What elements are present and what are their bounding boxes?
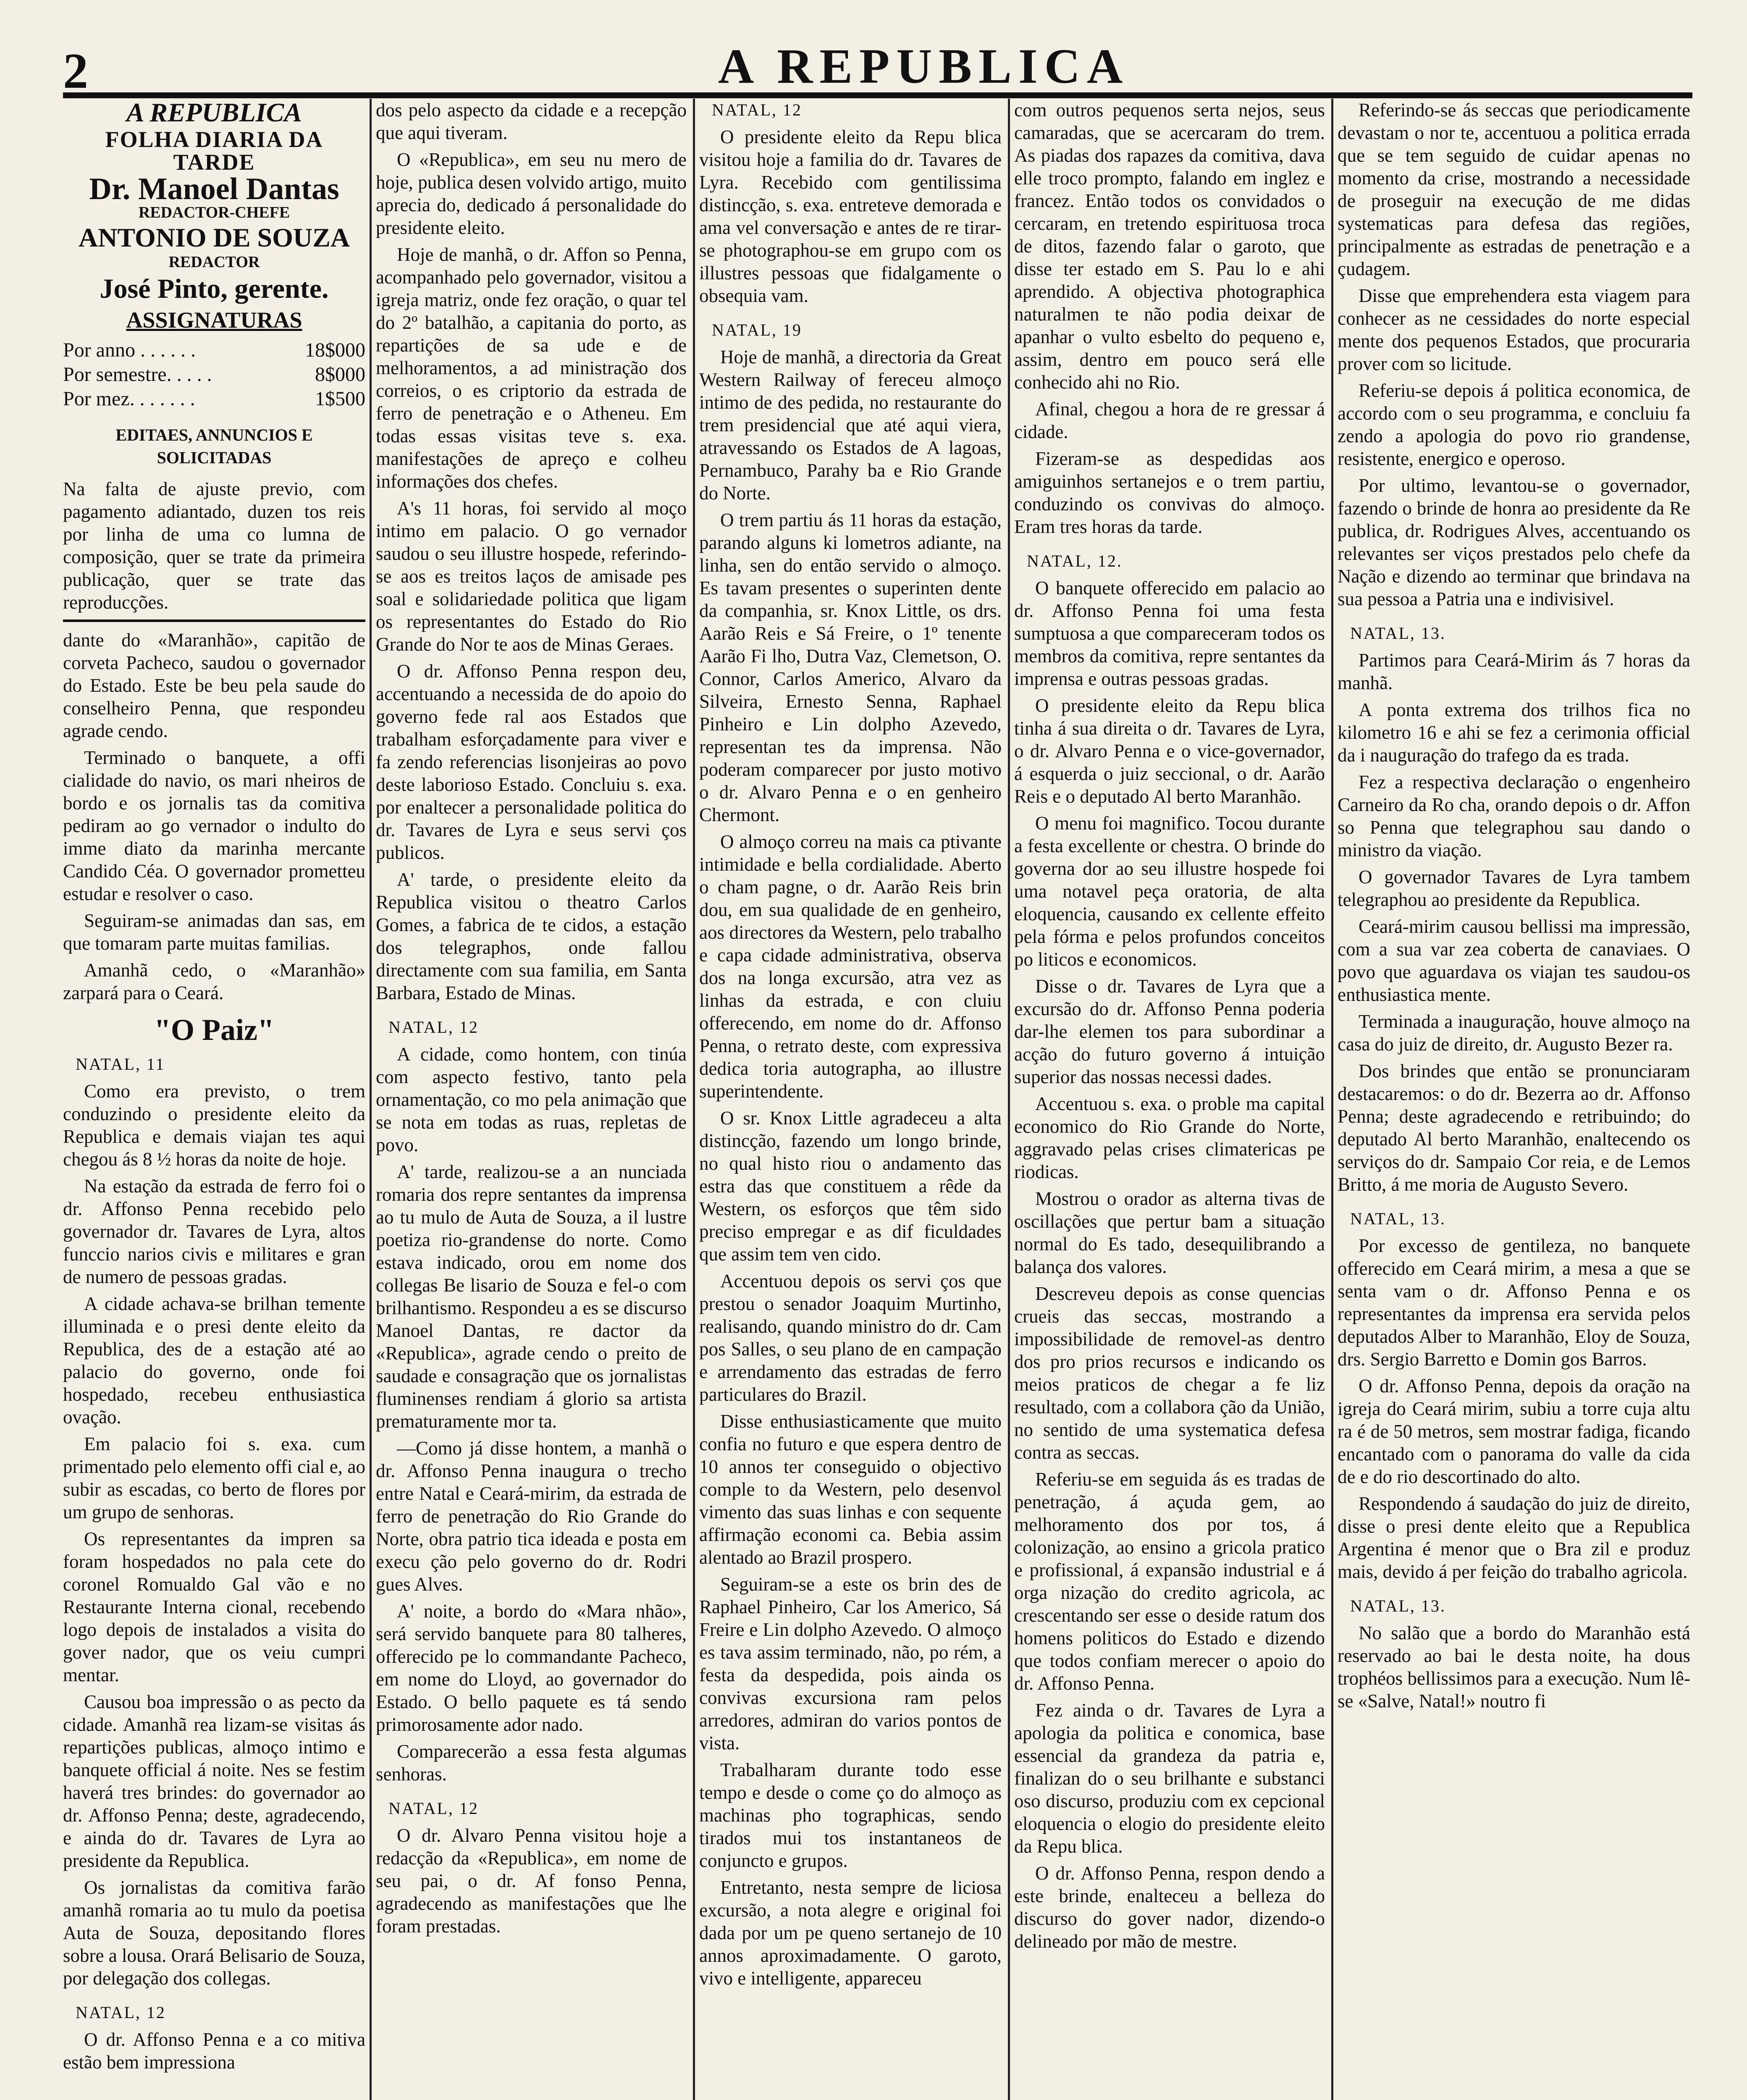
- page-number: 2: [63, 43, 88, 99]
- paragraph: O almoço correu na mais ca ptivante intimidade e bella cordialidade. Aberto o cham pagne, o dr. Aarão Reis brin dou, em sua qualidade de en genheiro, aos directores da Western, pelo trabalho e capa cidade administrativa, observa dos na longa excursão, atra vez as linhas da estrada, e con cluiu offerecendo, em nome do dr. Affonso Penna, o retrato deste, com expressiva dedica toria autographa, ao illustre superintendente.: [699, 831, 1002, 1102]
- paragraph: Ceará-mirim causou bellissi ma impressão, com a sua var zea coberta de canaviaes. O povo que aguardava os viajan tes saudou-os enthusiastica mente.: [1338, 916, 1690, 1005]
- paragraph: Respondendo á saudação do juiz de direito, disse o presi dente eleito que a Republica Argentina é menor que o Bra zil e produz mais, devido á per feição do trabalho agricola.: [1338, 1493, 1690, 1582]
- dateline: NATAL, 12: [76, 2003, 166, 2022]
- column-3: [699, 99, 1002, 2100]
- column-4: [1014, 99, 1325, 2100]
- paragraph: Fez ainda o dr. Tavares de Lyra a apologia da politica e conomica, base essencial da grandeza da patria e, finalizan do o seu brilhante e substanci oso discurso, produziu com ex cepcional eloquencia o elogio do presidente eleito da Repu blica.: [1014, 1700, 1325, 1857]
- price-row: [63, 362, 365, 387]
- paragraph: O dr. Affonso Penna, respon dendo a este brinde, enalteceu a belleza do discurso do gover nador, dizendo-o delineado por mão de mestre.: [1014, 1863, 1325, 1952]
- column-1: [63, 99, 365, 2100]
- paragraph: Disse o dr. Tavares de Lyra que a excursão do dr. Affonso Penna poderia dar-lhe elemen tos para subordinar a acção do futuro governo á intuição superior das nossas necessi dades.: [1014, 976, 1325, 1087]
- editor-name: Dr. Manoel Dantas: [89, 172, 339, 206]
- paragraph: Fez a respectiva declaração o engenheiro Carneiro da Ro cha, orando depois o dr. Affon so Penna que telegraphou sau dando o ministro da viação.: [1338, 772, 1690, 861]
- paragraph: Na estação da estrada de ferro foi o dr. Affonso Penna recebido pelo governador dr. Tavares de Lyra, altos funccio narios civis e militares e gran de numero de pessoas gradas.: [63, 1176, 365, 1287]
- paragraph: No salão que a bordo do Maranhão está reservado ao bai le desta noite, ha dous trophéos bellissimos para a execução. Num lê-se «Salve, Natal!» noutro fi: [1338, 1622, 1690, 1712]
- paragraph: O presidente eleito da Repu blica tinha á sua direita o dr. Tavares de Lyra, o dr. Alvaro Penna e o vice-governador, á esquerda o juiz seccional, o dr. Aarão Reis e o deputado Al berto Maranhão.: [1014, 695, 1325, 807]
- paragraph: A cidade, como hontem, con tinúa com aspecto festivo, tanto pela ornamentação, co mo pela animação que se nota em todas as ruas, repletas de povo.: [376, 1044, 687, 1155]
- paragraph: Por ultimo, levantou-se o governador, fazendo o brinde de honra ao presidente da Re publica, dr. Rodrigues Alves, accentuando os relevantes ser viços prestados pelo chefe da Nação e dizendo ao terminar que brindava na sua pessoa a Patria una e indivisivel.: [1338, 475, 1690, 609]
- column-5: [1338, 99, 1690, 2100]
- paragraph: A ponta extrema dos trilhos fica no kilometro 16 e ahi se fez a cerimonia official da i nauguração do trafego da es trada.: [1338, 699, 1690, 766]
- paragraph: A's 11 horas, foi servido al moço intimo em palacio. O go vernador saudou o seu illustre hospede, referindo-se aos es treitos laços de amisade pes soal e solidariedade politica que ligam os representantes do Estado do Rio Grande do Nor te aos de Minas Geraes.: [376, 498, 687, 655]
- paragraph: O «Republica», em seu nu mero de hoje, publica desen volvido artigo, muito aprecia do, dedicado á personalidade do presidente eleito.: [376, 149, 687, 238]
- paragraph: O dr. Alvaro Penna visitou hoje a redacção da «Republica», em nome de seu pai, o dr. Af fonso Penna, agradecendo as manifestações que lhe foram prestadas.: [376, 1825, 687, 1937]
- paragraph: com outros pequenos serta nejos, seus camaradas, que se acercaram do trem. As piadas dos rapazes da comitiva, dava elle troco prompto, falando em inglez e francez. Então todos os convidados o cercaram, en tretendo espirituosa troca de ditos, fazendo falar o garoto, que disse ter estado em S. Pau lo e ahi aprendido. A objectiva photographica naturalmen te não podia deixar de apanhar o vulto esbelto do pequeno e, assim, dentro em pouco será elle conhecido ahi no Rio.: [1014, 100, 1325, 393]
- redactor-name: ANTONIO DE SOUZA: [78, 223, 350, 252]
- dateline: NATAL, 13.: [1350, 624, 1446, 643]
- paragraph: O banquete offerecido em palacio ao dr. Affonso Penna foi uma festa sumptuosa a que compareceram todos os membros da comitiva, repre sentantes da imprensa e outras pessoas gradas.: [1014, 578, 1325, 689]
- dateline: NATAL, 11: [76, 1055, 165, 1074]
- paragraph: Partimos para Ceará-Mirim ás 7 horas da manhã.: [1338, 650, 1690, 693]
- paragraph: Dos brindes que então se pronunciaram destacaremos: o do dr. Bezerra ao dr. Affonso Penna; deste agradecendo e retribuindo; do deputado Al berto Maranhão, enaltecendo os serviços do dr. Sampaio Cor reia, e de Lemos Britto, á me moria de Augusto Severo.: [1338, 1060, 1690, 1195]
- paragraph: Terminado o banquete, a offi cialidade do navio, os mari nheiros de bordo e os jornalis tas da comitiva pediram ao go vernador o indulto do imme diato da marinha mercante Candido Céa. O governador prometteu estudar e resolver o caso.: [63, 747, 365, 904]
- column-divider: [1008, 99, 1010, 2100]
- dateline: NATAL, 12: [712, 100, 802, 119]
- paragraph: A' noite, a bordo do «Mara nhão», será servido banquete para 80 talheres, offerecido pe lo commandante Pacheco, em nome do Lloyd, ao governador do Estado. O bello paquete es tá sendo primorosamente ador nado.: [376, 1601, 687, 1735]
- price-row: [63, 387, 365, 411]
- redactor-role: REDACTOR: [168, 253, 260, 271]
- box-subtitle: FOLHA DIARIA DA TARDE: [105, 127, 323, 175]
- paragraph: Referiu-se em seguida ás es tradas de penetração, á açuda gem, ao melhoramento dos por tos, á colonização, ao ensino a gricola pratico e profissional, á expansão industrial e á orga nização do credito agricola, ac crescentando ser esse o desidе ratum dos homens politicos do Estado e dizendo que todos confiam merecer o apoio do dr. Affonso Penna.: [1014, 1469, 1325, 1694]
- paragraph: Em palacio foi s. exa. cum primentado pelo elemento offi cial e, ao subir as escadas, co berto de flores por um grupo de senhoras.: [63, 1433, 365, 1522]
- paragraph: Disse que emprehendera esta viagem para conhecer as ne cessidades do norte especial mente dos pequenos Estados, que procuraria prover com so licitude.: [1338, 285, 1690, 374]
- price-label: Por mez. . . . . . .: [63, 388, 195, 410]
- paragraph: Referiu-se depois á politica economica, de accordo com o seu programma, e concluiu fa zendo a apologia do povo rio grandense, resistente, energico e operoso.: [1338, 380, 1690, 469]
- dateline: NATAL, 12: [388, 1799, 479, 1818]
- paragraph: Entretanto, nesta sempre de liciosa excursão, a nota alegre e original foi dada por um pe queno sertanejo de 10 annos aproximadamente. O garoto, vivo e intelligente, appareceu: [699, 1877, 1002, 1989]
- paragraph: Hoje de manhã, o dr. Affon so Penna, acompanhado pelo governador, visitou a igreja matriz, onde fez oração, o quar tel do 2º batalhão, a capitania do porto, as repartições de sa ude e de melhoramentos, a ad ministração dos correios, o es criptorio da estrada de ferro de penetração e o Atheneu. Em todas essas visitas teve s. exa. manifestações de apreço e colheu informações dos chefes.: [376, 244, 687, 492]
- paragraph: Amanhã cedo, o «Maranhão» zarpará para o Ceará.: [63, 960, 365, 1003]
- paragraph: Afinal, chegou a hora de re gressar á cidade.: [1014, 399, 1325, 442]
- paragraph: Hoje de manhã, a directoria da Great Western Railway of fereceu almoço intimo de des pedida, no restaurante do trem presidencial que até aqui viera, atravessando os Estados de A lagoas, Pernambuco, Parahy ba e Rio Grande do Norte.: [699, 346, 1002, 504]
- paragraph: Os jornalistas da comitiva farão amanhã romaria ao tu mulo da poetisa Auta de Souza, depositando flores sobre a lousa. Orará Belisario de Souza, por delegação dos collegas.: [63, 1877, 365, 1989]
- paragraph: Seguiram-se animadas dan sas, em que tomaram parte muitas familias.: [63, 910, 365, 954]
- paragraph: Seguiram-se a este os brin des de Raphael Pinheiro, Car los Americo, Sá Freire e Lin dolpho Azevedo. O almoço es tava assim terminado, não, po rém, a festa da despedida, pois ainda os convivas excursiona ram pelos arredores, admiran do varios pontos de vista.: [699, 1574, 1002, 1754]
- paragraph: Causou boa impressão o as pecto da cidade. Amanhã rea lizam-se visitas ás repartições publicas, almoço intimo e banquete official á noite. Nes se festim haverá tres brindes: do governador ao dr. Affonso Penna; deste, agradecendo, e ainda do dr. Tavares de Lyra ao presidente da Republica.: [63, 1691, 365, 1871]
- box-title: A REPUBLICA: [126, 99, 302, 127]
- paragraph: Terminada a inauguração, houve almoço na casa do juiz de direito, dr. Augusto Bezer ra.: [1338, 1011, 1690, 1055]
- paragraph: Fizeram-se as despedidas aos amiguinhos sertanejos e o trem partiu, conduzindo os convivas do almoço. Eram tres horas da tarde.: [1014, 448, 1325, 537]
- price-value: 1$500: [315, 388, 365, 410]
- paragraph: —Como já disse hontem, a manhã o dr. Affonso Penna inaugura o trecho entre Natal e Ceará-mirim, da estrada de ferro de penetração do Rio Grande do Norte, obra patrio tica ideada e posta em execu ção pelo governo do dr. Rodri gues Alves.: [376, 1438, 687, 1595]
- paragraph: Os representantes da impren sa foram hospedados no pala cete do coronel Romualdo Gal vão e no Restaurante Interna cional, recebendo logo depois de instalados a visita do gover nador, que os veiu cumpri mentar.: [63, 1528, 365, 1685]
- price-label: Por anno . . . . . .: [63, 339, 196, 361]
- column-divider: [370, 99, 372, 2100]
- paragraph: Mostrou o orador as alterna tivas de oscillações que pertur bam a situação normal do Es tado, desequilibrando a balança dos valores.: [1014, 1188, 1325, 1277]
- dateline: NATAL, 19: [712, 320, 802, 339]
- paragraph: A' tarde, realizou-se a an nunciada romaria dos repre sentantes da imprensa ao tu mulo de Auta de Souza, a il lustre poetiza rio-grandense do norte. Como estava indicado, orou em nome dos collegas Be lisario de Souza e fel-o com brilhantismo. Respondeu a es se discurso Manoel Dantas, re dactor da «Republica», agrade cendo o preito de saudade e consagração que os jornalistas fluminenses rendiam á glorio sa artista prematuramente mor ta.: [376, 1161, 687, 1432]
- column-divider: [693, 99, 695, 2100]
- paragraph: Por excesso de gentileza, no banquete offerecido em Ceará mirim, a mesa a que se senta vam o dr. Affonso Penna e os representantes da imprensa era servida pelos deputados Alber to Maranhão, Eloy de Souza, drs. Sergio Barretto e Domin gos Barros.: [1338, 1235, 1690, 1370]
- dateline: NATAL, 12: [388, 1018, 479, 1037]
- paragraph: O sr. Knox Little agradeceu a alta distincção, fazendo um longo brinde, no qual histo riou o andamento das estra das que constituem a rêde da Western, os esforços que têm sido preciso empregar e as dif ficuldades que assim tem ven cido.: [699, 1108, 1002, 1265]
- paragraph: Comparecerão a essa festa algumas senhoras.: [376, 1741, 687, 1785]
- paragraph: A cidade achava-se brilhan temente illuminada e o presi dente eleito da Republica, des de a estação até ao palacio do governo, onde foi hospedado, recebeu enthusiastica ovação.: [63, 1293, 365, 1428]
- ads-notice: Na falta de ajuste previo, com pagamento adiantado, duzen tos reis por linha de uma co lumna de composição, quer se trate da primeira publicação, quer se trate das reproducções.: [63, 478, 365, 622]
- paragraph: Descreveu depois as conse quencias crueis das seccas, mostrando a impossibilidade de removel-as dentro dos pro prios recursos e indicando os meios praticos de chegar a fe liz resultado, com a collabora ção da União, no sentido de uma systematica defesa contra as seccas.: [1014, 1283, 1325, 1463]
- column-divider: [1331, 99, 1333, 2100]
- price-row: [63, 338, 365, 362]
- paragraph: Disse enthusiasticamente que muito confia no futuro e que espera dentro de 10 annos ter conseguido o objectivo comple to da Western, pelo desenvol vimento das suas linhas e con sequente affirmação economi ca. Bebia assim alentado ao Brazil prospero.: [699, 1411, 1002, 1568]
- price-value: 18$000: [305, 339, 365, 361]
- paragraph: A' tarde, o presidente eleito da Republica visitou o theatro Carlos Gomes, a fabrica de te cidos, a estação dos telegraphos, onde fallou directamente com sua familia, em Santa Barbara, Estado de Minas.: [376, 869, 687, 1003]
- paragraph: Accentuou depois os servi ços que prestou o senador Joaquim Murtinho, realisando, quando ministro do dr. Cam pos Salles, o seu plano de en campação e arrendamento das estradas de ferro particulares do Brazil.: [699, 1270, 1002, 1405]
- masthead-box: [63, 101, 365, 622]
- paragraph: O governador Tavares de Lyra tambem telegraphou ao presidente da Republica.: [1338, 866, 1690, 910]
- price-value: 8$000: [315, 363, 365, 386]
- paragraph: O dr. Affonso Penna respon deu, accentuando a necessida de do apoio do governo fede ral aos Estados que trabalham esforçadamente para viver e fa zendo referencias lisonjeiras ao povo deste laborioso Estado. Concluiu s. exa. por enaltecer a personalidade politica do dr. Tavares de Lyra e seus servi ços publicos.: [376, 661, 687, 863]
- masthead: A REPUBLICA: [718, 39, 1130, 94]
- section-title: "O Paiz": [154, 1013, 274, 1047]
- paragraph: O dr. Affonso Penna, depois da oração na igreja do Ceará mirim, subiu a torre cuja altu ra é de 50 metros, sem mostrar fadiga, ficando encantado com o panorama do valle da cida de e do rio descortinado do alto.: [1338, 1376, 1690, 1487]
- price-label: Por semestre. . . . .: [63, 363, 212, 386]
- paragraph: dante do «Maranhão», capitão de corveta Pacheco, saudou o governador do Estado. Este be beu pela saude do conselheiro Penna, que respondeu agrade cendo.: [63, 630, 365, 741]
- ads-heading: EDITAES, ANNUNCIOS E SOLICITADAS: [115, 425, 313, 467]
- manager-name: José Pinto, gerente.: [100, 273, 329, 304]
- subscriptions-heading: ASSIGNATURAS: [126, 307, 302, 333]
- column-2: [376, 99, 687, 2100]
- paragraph: Accentuou s. exa. o proble ma capital economico do Rio Grande do Norte, aggravado pelas crises climatericas pe riodicas.: [1014, 1093, 1325, 1182]
- page-header: [63, 38, 1692, 98]
- paragraph: Trabalharam durante todo esse tempo e desde o come ço do almoço as machinas pho tographicas, sendo tirados mui tos instantaneos de conjuncto e grupos.: [699, 1759, 1002, 1871]
- paragraph: O presidente eleito da Repu blica visitou hoje a familia do dr. Tavares de Lyra. Recebido com gentilissima distincção, s. exa. entreteve demorada e ama vel conversação e antes de re tirar-se photographou-se em grupo com os illustres pessoas que fidalgamente o obsequia vam.: [699, 126, 1002, 306]
- dateline: NATAL, 12.: [1027, 551, 1123, 570]
- paragraph: dos pelo aspecto da cidade e a recepção que aqui tiveram.: [376, 100, 687, 143]
- dateline: NATAL, 13.: [1350, 1209, 1446, 1228]
- paragraph: O menu foi magnifico. Tocou durante a festa excellente or chestra. O brinde do governa dor ao seu illustre hospede foi uma notavel peça oratoria, de alta eloquencia, causando ex cellente effeito pela fórma e pelos profundos conceitos po liticos e economicos.: [1014, 813, 1325, 970]
- paragraph: O trem partiu ás 11 horas da estação, parando alguns ki lometros adiante, na linha, sen do então servido o almoço. Es tavam presentes o superinten dente da companhia, sr. Knox Little, os drs. Aarão Reis e Sá Freire, o 1º tenente Aarão Fi lho, Dutra Vaz, Clemetson, O. Connor, Carlos Americo, Alvaro da Silveira, Ernesto Senna, Raphael Pinheiro e Lin dolpho Azevedo, representan tes da imprensa. Não poderam comparecer por justo motivo o dr. Alvaro Penna e o en genheiro Chermont.: [699, 509, 1002, 825]
- paragraph: Referindo-se ás seccas que periodicamente devastam o nor te, accentuou a politica errada que se tem seguido de cuidar apenas no momento da crise, mostrando a necessidade de proseguir na execução de me didas systematicas para defesa das regiões, principalmente as estradas de penetração e a çudagem.: [1338, 100, 1690, 279]
- paragraph: O dr. Affonso Penna e a co mitiva estão bem impressiona: [63, 2029, 365, 2073]
- editor-role: REDACTOR-CHEFE: [138, 204, 290, 221]
- dateline: NATAL, 13.: [1350, 1596, 1446, 1615]
- paragraph: Como era previsto, o trem conduzindo o presidente eleito da Republica e demais viajan tes aqui chegou ás 8 ½ horas da noite de hoje.: [63, 1081, 365, 1170]
